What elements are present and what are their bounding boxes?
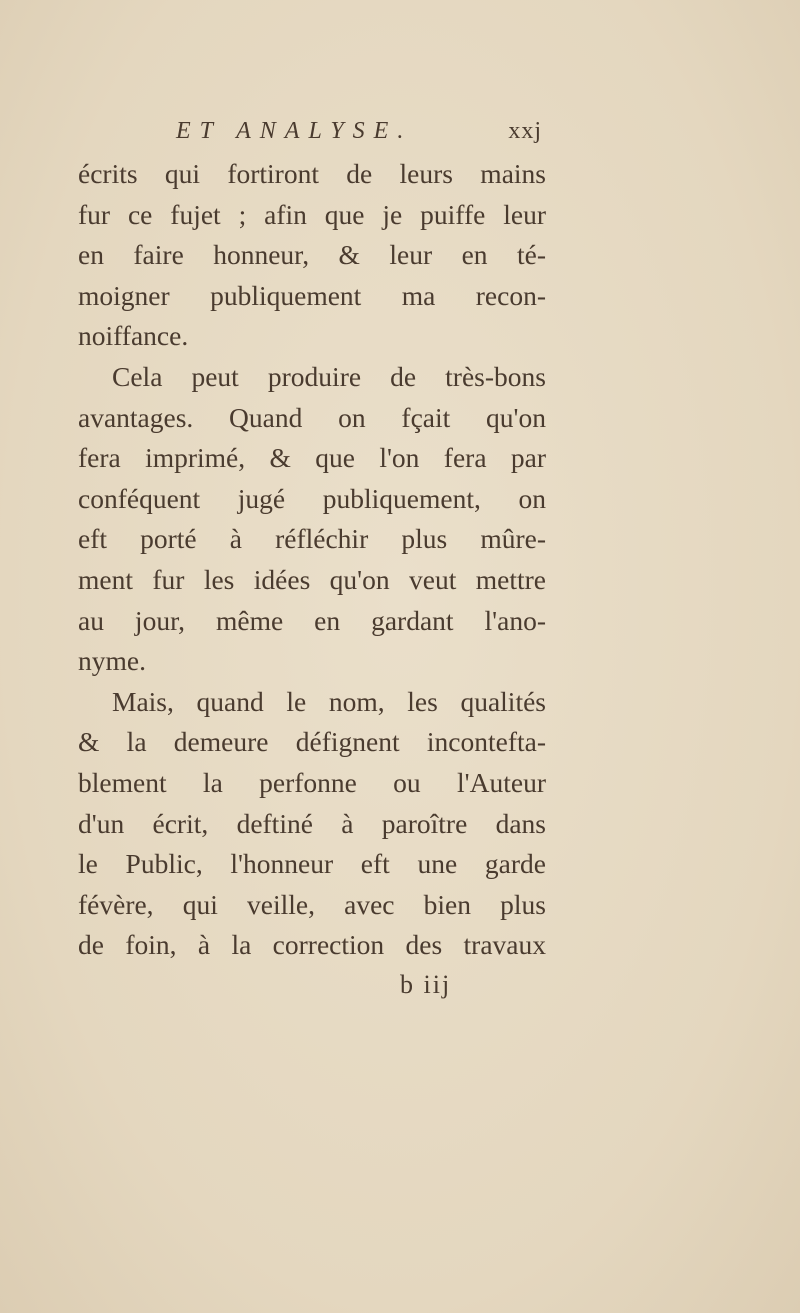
body-text [78, 154, 546, 966]
text-line: févère, qui veille, avec bien plus [78, 888, 546, 920]
signature-mark: b iij [400, 970, 452, 999]
text-line: en faire honneur, & leur en té- [78, 239, 546, 271]
text-line: écrits qui fortiront de leurs mains [78, 158, 546, 189]
text-line: le Public, l'honneur eft une garde [78, 848, 546, 880]
text-line: fur ce fujet ; afin que je puiffe leur [78, 198, 546, 230]
text-line: conféquent jugé publiquement, on [78, 482, 546, 514]
text-line: eft porté à réfléchir plus mûre- [78, 523, 546, 555]
text-line: noiffance. [78, 320, 189, 352]
text-line: au jour, même en gardant l'ano- [78, 604, 546, 636]
text-line: de foin, à la correction des travaux [78, 929, 546, 961]
text-line: moigner publiquement ma recon- [78, 279, 546, 311]
text-line: d'un écrit, deftiné à paroître dans [78, 807, 546, 839]
page-number: xxj [508, 118, 542, 144]
text-line: nyme. [78, 645, 146, 677]
text-line: Cela peut produire de très-bons [112, 360, 546, 392]
text-line: avantages. Quand on fçait qu'on [78, 401, 546, 433]
text-line: fera imprimé, & que l'on fera par [78, 442, 546, 474]
text-line: ment fur les idées qu'on veut mettre [78, 563, 546, 595]
running-title: ET ANALYSE. [176, 118, 413, 144]
text-line: Mais, quand le nom, les qualités [112, 685, 546, 717]
text-line: & la demeure défignent inconteftа- [78, 726, 546, 758]
page-header [176, 118, 542, 152]
text-line: blement la perfonne ou l'Auteur [78, 766, 546, 798]
